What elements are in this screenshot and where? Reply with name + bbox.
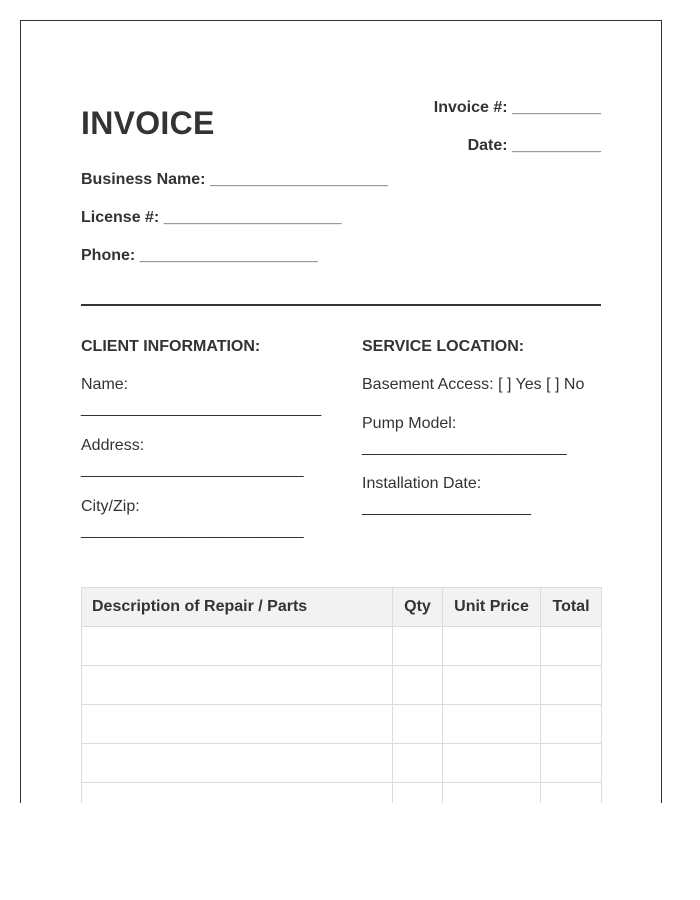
- qty-cell[interactable]: [393, 744, 443, 783]
- client-information-heading: CLIENT INFORMATION:: [81, 338, 261, 355]
- client-address-line[interactable]: _________________________: [81, 461, 304, 478]
- unit-price-cell[interactable]: [443, 666, 541, 705]
- installation-date-line[interactable]: ___________________: [362, 499, 532, 516]
- license-number-field[interactable]: License #: ____________________: [81, 209, 342, 226]
- total-cell[interactable]: [541, 705, 602, 744]
- header-divider: [81, 304, 601, 306]
- unit-price-cell[interactable]: [443, 627, 541, 666]
- table-row: [82, 705, 602, 744]
- total-cell[interactable]: [541, 666, 602, 705]
- description-cell[interactable]: [82, 705, 393, 744]
- unit-price-cell[interactable]: [443, 783, 541, 804]
- business-name-field[interactable]: Business Name: ____________________: [81, 171, 388, 188]
- total-cell[interactable]: [541, 744, 602, 783]
- qty-cell[interactable]: [393, 666, 443, 705]
- client-name-label: Name:: [81, 376, 129, 393]
- column-header-qty: Qty: [393, 588, 443, 627]
- description-cell[interactable]: [82, 627, 393, 666]
- total-cell[interactable]: [541, 783, 602, 804]
- invoice-number-field[interactable]: Invoice #: __________: [433, 99, 601, 116]
- installation-date-label: Installation Date:: [362, 475, 482, 492]
- column-header-description: Description of Repair / Parts: [82, 588, 393, 627]
- invoice-page: [20, 20, 662, 803]
- qty-cell[interactable]: [393, 627, 443, 666]
- table-header-row: [82, 588, 602, 627]
- unit-price-cell[interactable]: [443, 744, 541, 783]
- date-field[interactable]: Date: __________: [467, 137, 601, 154]
- basement-access-field[interactable]: Basement Access: [ ] Yes [ ] No: [362, 376, 585, 393]
- client-cityzip-label: City/Zip:: [81, 498, 140, 515]
- description-cell[interactable]: [82, 666, 393, 705]
- service-location-heading: SERVICE LOCATION:: [362, 338, 525, 355]
- table-row: [82, 666, 602, 705]
- description-cell[interactable]: [82, 783, 393, 804]
- table-row: [82, 783, 602, 804]
- table-row: [82, 744, 602, 783]
- invoice-title: INVOICE: [81, 105, 215, 141]
- qty-cell[interactable]: [393, 705, 443, 744]
- client-address-label: Address:: [81, 437, 145, 454]
- qty-cell[interactable]: [393, 783, 443, 804]
- pump-model-label: Pump Model:: [362, 415, 457, 432]
- column-header-unit-price: Unit Price: [443, 588, 541, 627]
- column-header-total: Total: [541, 588, 602, 627]
- description-cell[interactable]: [82, 744, 393, 783]
- client-name-line[interactable]: ___________________________: [81, 400, 322, 417]
- unit-price-cell[interactable]: [443, 705, 541, 744]
- table-row: [82, 627, 602, 666]
- line-items-table: [81, 587, 602, 803]
- phone-field[interactable]: Phone: ____________________: [81, 247, 318, 264]
- client-cityzip-line[interactable]: _________________________: [81, 522, 304, 539]
- total-cell[interactable]: [541, 627, 602, 666]
- pump-model-line[interactable]: _______________________: [362, 439, 567, 456]
